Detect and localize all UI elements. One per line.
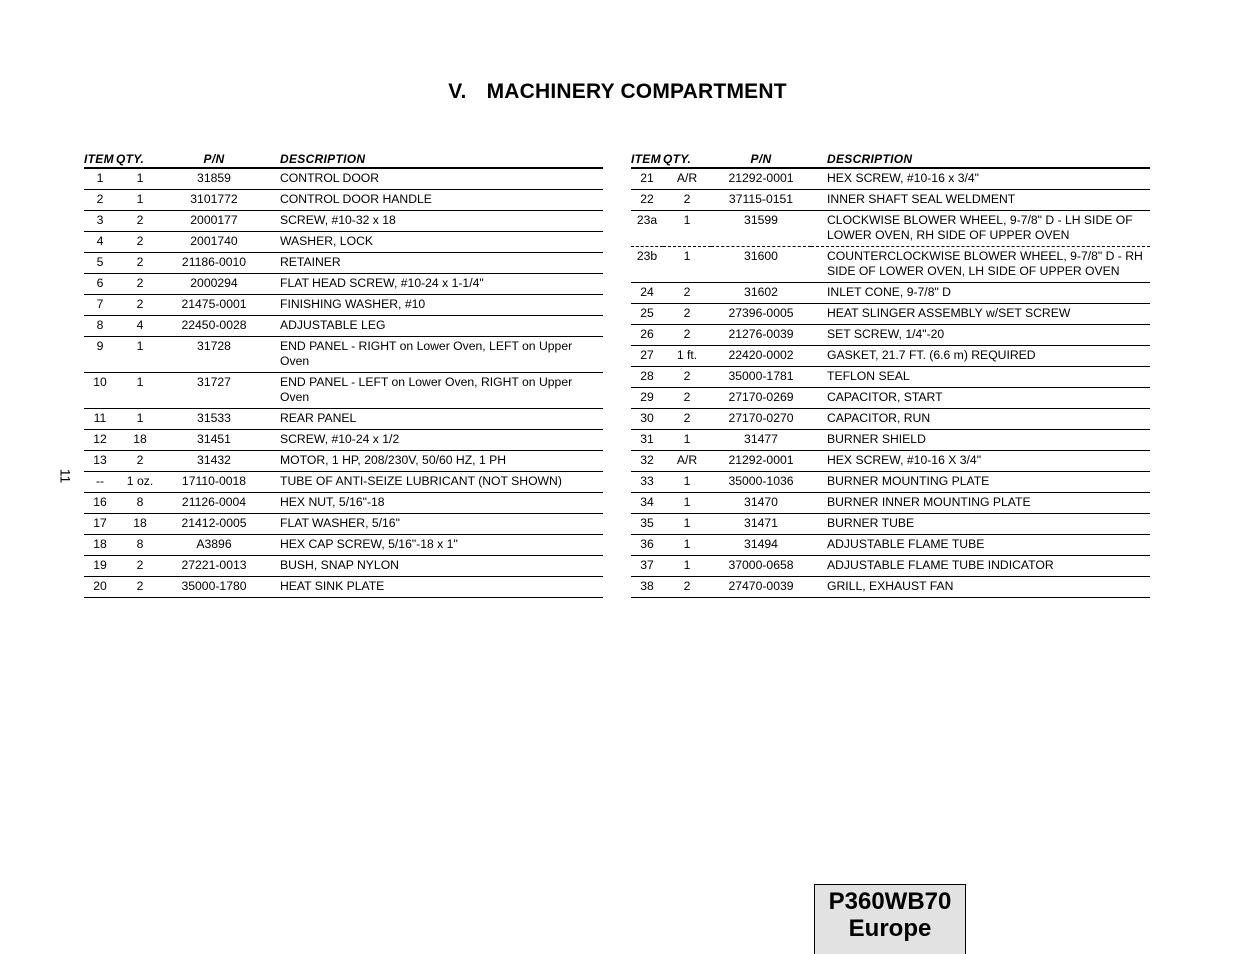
table-row [84, 451, 603, 472]
quantity: 2 [663, 367, 711, 388]
description: HEX SCREW, #10-16 x 3/4" [811, 168, 1150, 190]
table-row [631, 535, 1150, 556]
description: GASKET, 21.7 FT. (6.6 m) REQUIRED [811, 346, 1150, 367]
part-number: 35000-1780 [164, 577, 264, 598]
item-number: 20 [84, 577, 116, 598]
description: TEFLON SEAL [811, 367, 1150, 388]
description: REAR PANEL [264, 409, 603, 430]
column-header-qty: QTY. [663, 150, 711, 168]
table-row [84, 274, 603, 295]
column-header-item: ITEM [84, 150, 116, 168]
description: BURNER MOUNTING PLATE [811, 472, 1150, 493]
table-row [84, 493, 603, 514]
part-number: 31859 [164, 168, 264, 190]
part-number: 27396-0005 [711, 304, 811, 325]
table-row [84, 577, 603, 598]
model-region: Europe [848, 915, 932, 942]
table-row [84, 514, 603, 535]
description: TUBE OF ANTI-SEIZE LUBRICANT (NOT SHOWN) [264, 472, 603, 493]
table-row [631, 493, 1150, 514]
quantity: A/R [663, 168, 711, 190]
quantity: 1 oz. [116, 472, 164, 493]
item-number: 19 [84, 556, 116, 577]
description: CONTROL DOOR [264, 168, 603, 190]
quantity: 1 [663, 514, 711, 535]
column-header-description: DESCRIPTION [264, 150, 603, 168]
part-number: 2000294 [164, 274, 264, 295]
description: END PANEL - RIGHT on Lower Oven, LEFT on Upper Oven [264, 337, 603, 373]
quantity: 18 [116, 430, 164, 451]
table-row [631, 451, 1150, 472]
description: GRILL, EXHAUST FAN [811, 577, 1150, 598]
item-number: 23b [631, 247, 663, 283]
quantity: 2 [663, 304, 711, 325]
part-number: 21292-0001 [711, 168, 811, 190]
part-number: 31470 [711, 493, 811, 514]
quantity: 2 [116, 253, 164, 274]
description: FLAT HEAD SCREW, #10-24 x 1-1/4" [264, 274, 603, 295]
part-number: 31471 [711, 514, 811, 535]
description: ADJUSTABLE FLAME TUBE [811, 535, 1150, 556]
table-row [84, 472, 603, 493]
quantity: 2 [116, 451, 164, 472]
quantity: 1 [116, 373, 164, 409]
part-number: 27221-0013 [164, 556, 264, 577]
part-number: 31533 [164, 409, 264, 430]
description: CAPACITOR, START [811, 388, 1150, 409]
item-number: 2 [84, 190, 116, 211]
item-number: 30 [631, 409, 663, 430]
part-number: 31600 [711, 247, 811, 283]
description: WASHER, LOCK [264, 232, 603, 253]
part-number: 22420-0002 [711, 346, 811, 367]
column-header-item: ITEM [631, 150, 663, 168]
part-number: 27470-0039 [711, 577, 811, 598]
part-number: 2001740 [164, 232, 264, 253]
table-row [631, 514, 1150, 535]
part-number: 21475-0001 [164, 295, 264, 316]
table-row [84, 168, 603, 190]
item-number: 18 [84, 535, 116, 556]
part-number: 3101772 [164, 190, 264, 211]
part-number: 21186-0010 [164, 253, 264, 274]
model-name: P360WB70 [828, 888, 952, 915]
column-header-pn: P/N [164, 150, 264, 168]
column-header-pn: P/N [711, 150, 811, 168]
quantity: 8 [116, 535, 164, 556]
quantity: 2 [663, 283, 711, 304]
quantity: 2 [663, 190, 711, 211]
quantity: 1 [663, 535, 711, 556]
quantity: 1 [663, 493, 711, 514]
table-row [84, 535, 603, 556]
item-number: 13 [84, 451, 116, 472]
quantity: 2 [663, 388, 711, 409]
page-title [0, 80, 1235, 104]
item-number: 29 [631, 388, 663, 409]
item-number: 8 [84, 316, 116, 337]
table-row [84, 373, 603, 409]
quantity: 2 [116, 295, 164, 316]
table-row [631, 211, 1150, 247]
quantity: 1 [663, 472, 711, 493]
description: SCREW, #10-24 x 1/2 [264, 430, 603, 451]
quantity: A/R [663, 451, 711, 472]
table-row [84, 316, 603, 337]
part-number: 21126-0004 [164, 493, 264, 514]
part-number: 21412-0005 [164, 514, 264, 535]
description: BURNER INNER MOUNTING PLATE [811, 493, 1150, 514]
item-number: -- [84, 472, 116, 493]
quantity: 2 [663, 325, 711, 346]
table-row [631, 472, 1150, 493]
item-number: 26 [631, 325, 663, 346]
table-row [84, 232, 603, 253]
item-number: 25 [631, 304, 663, 325]
part-number: 31494 [711, 535, 811, 556]
quantity: 2 [116, 556, 164, 577]
quantity: 2 [116, 232, 164, 253]
description: RETAINER [264, 253, 603, 274]
page-number: 11 [57, 468, 74, 484]
table-row [631, 283, 1150, 304]
part-number: 22450-0028 [164, 316, 264, 337]
table-row [631, 168, 1150, 190]
description: INLET CONE, 9-7/8" D [811, 283, 1150, 304]
description: BURNER SHIELD [811, 430, 1150, 451]
description: CONTROL DOOR HANDLE [264, 190, 603, 211]
table-row [84, 430, 603, 451]
item-number: 5 [84, 253, 116, 274]
table-row [631, 367, 1150, 388]
table-row [631, 190, 1150, 211]
item-number: 17 [84, 514, 116, 535]
part-number: 21292-0001 [711, 451, 811, 472]
section-number: V. [448, 80, 467, 103]
item-number: 6 [84, 274, 116, 295]
description: END PANEL - LEFT on Lower Oven, RIGHT on Upper Oven [264, 373, 603, 409]
quantity: 2 [663, 577, 711, 598]
parts-table-left [84, 150, 603, 598]
table-row [631, 304, 1150, 325]
item-number: 33 [631, 472, 663, 493]
part-number: 17110-0018 [164, 472, 264, 493]
part-number: 2000177 [164, 211, 264, 232]
part-number: 31432 [164, 451, 264, 472]
quantity: 1 [116, 337, 164, 373]
item-number: 12 [84, 430, 116, 451]
part-number: 35000-1036 [711, 472, 811, 493]
quantity: 8 [116, 493, 164, 514]
part-number: 31599 [711, 211, 811, 247]
quantity: 2 [116, 577, 164, 598]
part-number: 27170-0270 [711, 409, 811, 430]
table-row [631, 430, 1150, 451]
item-number: 10 [84, 373, 116, 409]
description: COUNTERCLOCKWISE BLOWER WHEEL, 9-7/8" D - RH SIDE OF LOWER OVEN, LH SIDE OF UPPER OVEN [811, 247, 1150, 283]
description: HEX CAP SCREW, 5/16"-18 x 1" [264, 535, 603, 556]
part-number: 31602 [711, 283, 811, 304]
part-number: 27170-0269 [711, 388, 811, 409]
description: HEX SCREW, #10-16 X 3/4" [811, 451, 1150, 472]
part-number: 31451 [164, 430, 264, 451]
quantity: 1 ft. [663, 346, 711, 367]
part-number: 35000-1781 [711, 367, 811, 388]
description: SCREW, #10-32 x 18 [264, 211, 603, 232]
table-row [84, 253, 603, 274]
description: FINISHING WASHER, #10 [264, 295, 603, 316]
item-number: 28 [631, 367, 663, 388]
column-header-qty: QTY. [116, 150, 164, 168]
quantity: 1 [663, 247, 711, 283]
table-row [84, 409, 603, 430]
description: INNER SHAFT SEAL WELDMENT [811, 190, 1150, 211]
part-number: 37115-0151 [711, 190, 811, 211]
description: ADJUSTABLE LEG [264, 316, 603, 337]
item-number: 36 [631, 535, 663, 556]
description: SET SCREW, 1/4"-20 [811, 325, 1150, 346]
item-number: 38 [631, 577, 663, 598]
column-header-description: DESCRIPTION [811, 150, 1150, 168]
table-row [631, 556, 1150, 577]
item-number: 27 [631, 346, 663, 367]
section-title: MACHINERY COMPARTMENT [486, 80, 787, 103]
part-number: 37000-0658 [711, 556, 811, 577]
item-number: 4 [84, 232, 116, 253]
table-row [631, 577, 1150, 598]
part-number: 21276-0039 [711, 325, 811, 346]
table-row [84, 337, 603, 373]
item-number: 34 [631, 493, 663, 514]
quantity: 4 [116, 316, 164, 337]
description: MOTOR, 1 HP, 208/230V, 50/60 HZ, 1 PH [264, 451, 603, 472]
item-number: 32 [631, 451, 663, 472]
item-number: 9 [84, 337, 116, 373]
part-number: 31727 [164, 373, 264, 409]
parts-table-right [631, 150, 1150, 598]
quantity: 18 [116, 514, 164, 535]
part-number: 31477 [711, 430, 811, 451]
quantity: 2 [116, 274, 164, 295]
description: CLOCKWISE BLOWER WHEEL, 9-7/8" D - LH SIDE OF LOWER OVEN, RH SIDE OF UPPER OVEN [811, 211, 1150, 247]
table-row [631, 388, 1150, 409]
quantity: 1 [663, 430, 711, 451]
quantity: 1 [116, 190, 164, 211]
description: BURNER TUBE [811, 514, 1150, 535]
quantity: 1 [663, 556, 711, 577]
item-number: 22 [631, 190, 663, 211]
description: CAPACITOR, RUN [811, 409, 1150, 430]
table-row [631, 247, 1150, 283]
quantity: 2 [663, 409, 711, 430]
quantity: 2 [116, 211, 164, 232]
item-number: 11 [84, 409, 116, 430]
item-number: 21 [631, 168, 663, 190]
item-number: 3 [84, 211, 116, 232]
model-badge [814, 884, 966, 954]
item-number: 31 [631, 430, 663, 451]
description: HEAT SLINGER ASSEMBLY w/SET SCREW [811, 304, 1150, 325]
description: HEX NUT, 5/16"-18 [264, 493, 603, 514]
quantity: 1 [116, 168, 164, 190]
item-number: 24 [631, 283, 663, 304]
description: ADJUSTABLE FLAME TUBE INDICATOR [811, 556, 1150, 577]
part-number: A3896 [164, 535, 264, 556]
table-row [84, 295, 603, 316]
item-number: 1 [84, 168, 116, 190]
table-row [84, 211, 603, 232]
part-number: 31728 [164, 337, 264, 373]
table-row [631, 325, 1150, 346]
item-number: 37 [631, 556, 663, 577]
table-row [84, 190, 603, 211]
table-row [631, 409, 1150, 430]
quantity: 1 [663, 211, 711, 247]
description: HEAT SINK PLATE [264, 577, 603, 598]
description: BUSH, SNAP NYLON [264, 556, 603, 577]
item-number: 35 [631, 514, 663, 535]
item-number: 7 [84, 295, 116, 316]
item-number: 16 [84, 493, 116, 514]
table-row [631, 346, 1150, 367]
item-number: 23a [631, 211, 663, 247]
quantity: 1 [116, 409, 164, 430]
table-row [84, 556, 603, 577]
description: FLAT WASHER, 5/16" [264, 514, 603, 535]
